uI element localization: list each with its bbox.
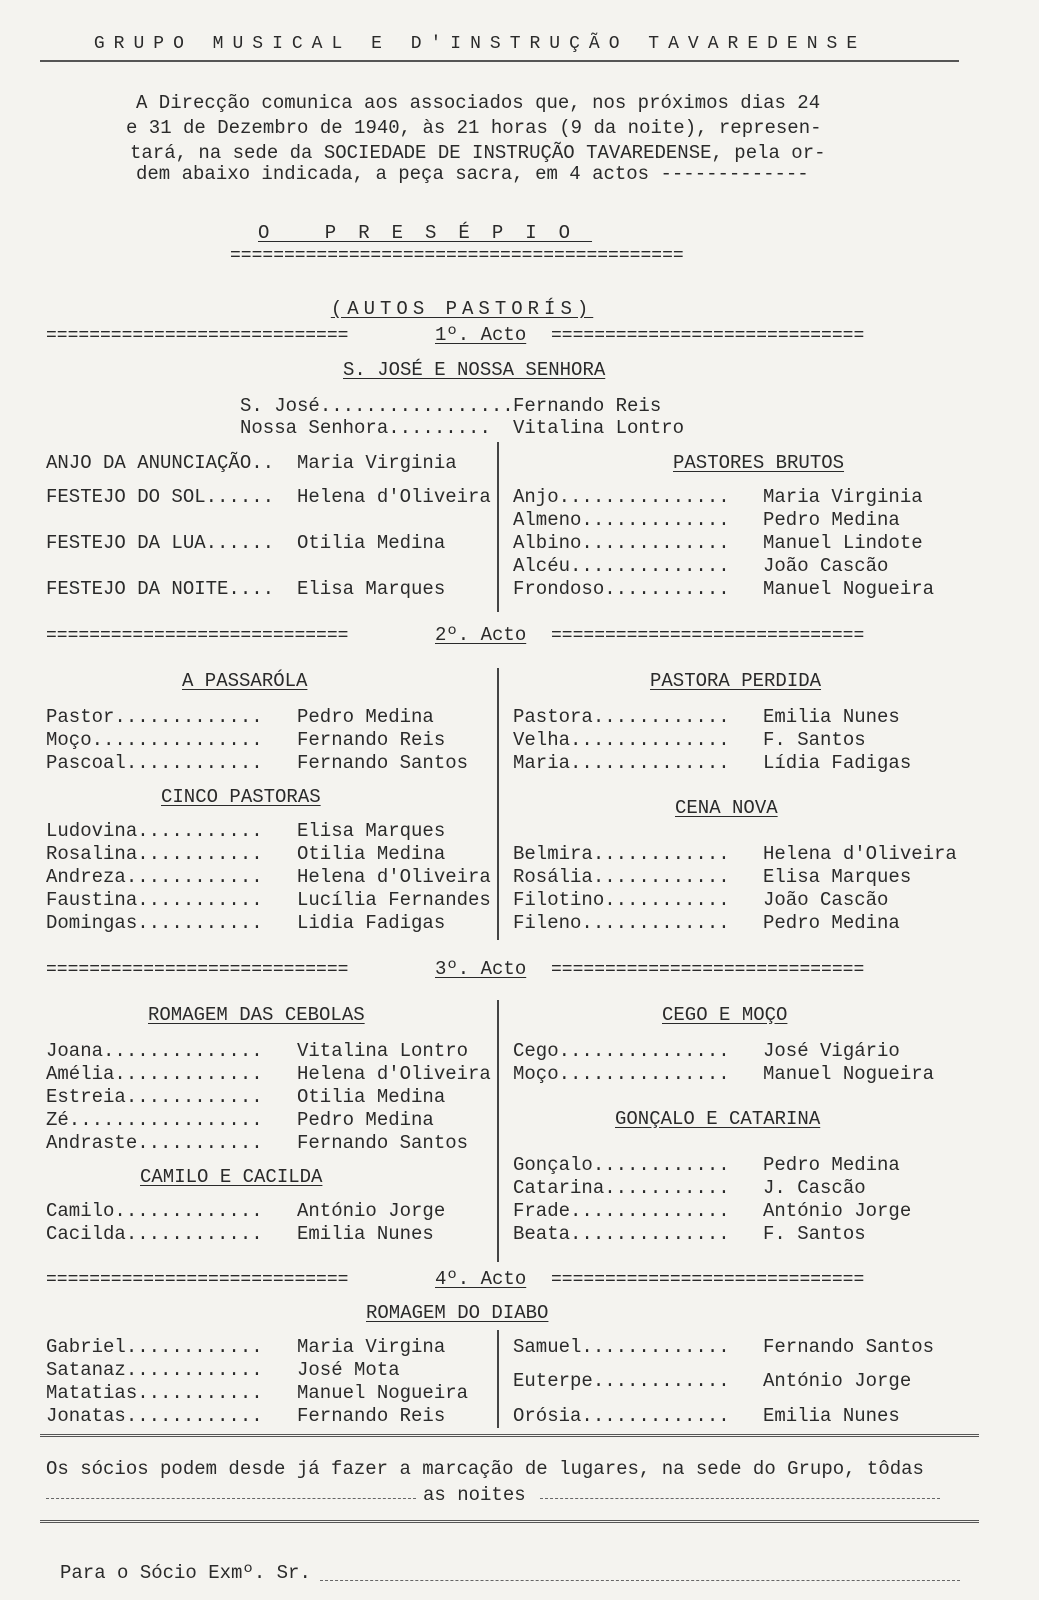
act1-right-title: PASTORES BRUTOS: [673, 452, 845, 474]
act3-left-title-1: ROMAGEM DAS CEBOLAS: [148, 1004, 365, 1026]
act2-left1-role-2: Pascoal............: [46, 752, 263, 774]
act1-right-actor-4: Manuel Nogueira: [763, 578, 935, 600]
act2-left2-actor-2: Helena d'Oliveira: [297, 866, 491, 888]
act4-right-actor-0: Fernando Santos: [763, 1336, 935, 1358]
act2-left2-actor-0: Elisa Marques: [297, 820, 446, 842]
act4-sep-left: ============================: [46, 1270, 349, 1290]
act1-main-actor-1: Vitalina Lontro: [513, 417, 685, 439]
piece-double-rule: ==========================================: [230, 246, 684, 266]
act3-left2-actor-0: António Jorge: [297, 1200, 446, 1222]
act3-right2-actor-3: F. Santos: [763, 1223, 866, 1245]
act2-left1-role-0: Pastor.............: [46, 706, 263, 728]
act2-sep-right: =============================: [551, 626, 865, 646]
intro-line-1: A Direcção comunica aos associados que, nos próximos dias 24: [136, 92, 821, 114]
act2-left1-actor-1: Fernando Reis: [297, 729, 446, 751]
act2-right2-role-0: Belmira............: [513, 843, 730, 865]
act2-left2-actor-1: Otilia Medina: [297, 843, 446, 865]
act3-sep-left: ============================: [46, 960, 349, 980]
act3-right-title-2: GONÇALO E CATARINA: [615, 1108, 821, 1130]
act2-right2-actor-3: Pedro Medina: [763, 912, 900, 934]
act4-left-role-0: Gabriel............: [46, 1336, 263, 1358]
act1-label: 1º. Acto: [435, 324, 527, 346]
act1-right-actor-0: Maria Virginia: [763, 486, 923, 508]
document-header: GRUPO MUSICAL E D'INSTRUÇÃO TAVAREDENSE: [93, 34, 867, 54]
act2-right-title-1: PASTORA PERDIDA: [650, 670, 822, 692]
act2-left1-actor-2: Fernando Santos: [297, 752, 469, 774]
act4-right-role-0: Samuel.............: [513, 1336, 730, 1358]
act3-right2-role-3: Beata..............: [513, 1223, 730, 1245]
footer-notice-line-1: Os sócios podem desde já fazer a marcação de lugares, na sede do Grupo, tôdas: [46, 1458, 924, 1480]
act1-right-role-3: Alcéu..............: [513, 555, 730, 577]
act2-right1-role-2: Maria..............: [513, 752, 730, 774]
act4-left-actor-2: Manuel Nogueira: [297, 1382, 469, 1404]
act2-right2-role-1: Rosália............: [513, 866, 730, 888]
act1-right-role-2: Albino.............: [513, 532, 730, 554]
act3-left1-role-1: Amélia.............: [46, 1063, 263, 1085]
act2-label: 2º. Acto: [435, 624, 527, 646]
act3-right2-role-2: Frade..............: [513, 1200, 730, 1222]
act1-right-actor-2: Manuel Lindote: [763, 532, 923, 554]
act4-bottom-rule: [40, 1434, 979, 1437]
act2-sep-left: ============================: [46, 626, 349, 646]
act2-left-title-1: A PASSARÓLA: [182, 670, 308, 692]
act4-label: 4º. Acto: [435, 1268, 527, 1290]
act3-right-title-1: CEGO E MOÇO: [662, 1004, 788, 1026]
act2-right2-actor-0: Helena d'Oliveira: [763, 843, 957, 865]
act1-left-actor-3: Elisa Marques: [297, 578, 446, 600]
act2-right2-actor-1: Elisa Marques: [763, 866, 912, 888]
act3-right1-role-1: Moço...............: [513, 1063, 730, 1085]
act4-sep-right: =============================: [551, 1270, 865, 1290]
addressee-label: Para o Sócio Exmº. Sr.: [60, 1562, 311, 1584]
act2-left2-actor-3: Lucília Fernandes: [297, 889, 491, 911]
act1-main-role-0: S. José.................: [240, 395, 514, 417]
act3-right1-actor-0: José Vigário: [763, 1040, 900, 1062]
act1-main-actor-0: Fernando Reis: [513, 395, 662, 417]
act1-right-actor-1: Pedro Medina: [763, 509, 900, 531]
act2-left1-actor-0: Pedro Medina: [297, 706, 434, 728]
act2-left1-role-1: Moço...............: [46, 729, 263, 751]
addressee-line: [320, 1580, 960, 1581]
header-rule: [40, 60, 959, 62]
act1-left-role-1: FESTEJO DO SOL......: [46, 486, 275, 508]
act2-right1-role-1: Velha..............: [513, 729, 730, 751]
act3-right2-role-0: Gonçalo............: [513, 1154, 730, 1176]
act2-left-title-2: CINCO PASTORAS: [161, 786, 321, 808]
act4-left-actor-1: José Mota: [297, 1359, 400, 1381]
piece-subtitle: [298, 276, 593, 320]
act2-left2-role-4: Domingas...........: [46, 912, 263, 934]
act3-right2-actor-0: Pedro Medina: [763, 1154, 900, 1176]
act4-right-role-2: Orósia.............: [513, 1405, 730, 1427]
act4-right-actor-2: Emilia Nunes: [763, 1405, 900, 1427]
act3-left1-actor-0: Vitalina Lontro: [297, 1040, 469, 1062]
act3-label: 3º. Acto: [435, 958, 527, 980]
act2-left2-actor-4: Lidia Fadigas: [297, 912, 446, 934]
act2-left2-role-2: Andreza............: [46, 866, 263, 888]
act2-right1-actor-2: Lídia Fadigas: [763, 752, 912, 774]
act1-column-divider: [497, 442, 499, 612]
act3-sep-right: =============================: [551, 960, 865, 980]
act2-left2-role-0: Ludovina...........: [46, 820, 263, 842]
act1-right-actor-3: João Cascão: [763, 555, 889, 577]
act2-right-title-2: CENA NOVA: [675, 797, 778, 819]
intro-line-4: dem abaixo indicada, a peça sacra, em 4 actos -------------: [136, 163, 809, 185]
act3-left1-actor-1: Helena d'Oliveira: [297, 1063, 491, 1085]
act2-left2-role-3: Faustina...........: [46, 889, 263, 911]
act4-left-actor-0: Maria Virgina: [297, 1336, 446, 1358]
act3-right1-role-0: Cego...............: [513, 1040, 730, 1062]
act1-left-actor-0: Maria Virginia: [297, 452, 457, 474]
act1-sep-right: =============================: [551, 326, 865, 346]
act3-left1-role-2: Estreia............: [46, 1086, 263, 1108]
act3-left1-actor-4: Fernando Santos: [297, 1132, 469, 1154]
act4-left-role-2: Matatias...........: [46, 1382, 263, 1404]
act1-sep-left: ============================: [46, 326, 349, 346]
act3-left2-role-1: Cacilda............: [46, 1223, 263, 1245]
footer-rule: [40, 1520, 979, 1523]
act3-left2-actor-1: Emilia Nunes: [297, 1223, 434, 1245]
act2-right2-role-3: Fileno.............: [513, 912, 730, 934]
footer-dash-left: [46, 1498, 416, 1499]
act2-left2-role-1: Rosalina...........: [46, 843, 263, 865]
intro-line-3: tará, na sede da SOCIEDADE DE INSTRUÇÃO TAVAREDENSE, pela or-: [130, 142, 826, 164]
act3-left1-actor-2: Otilia Medina: [297, 1086, 446, 1108]
act1-main-role-1: Nossa Senhora.........: [240, 417, 491, 439]
act3-left1-role-4: Andraste...........: [46, 1132, 263, 1154]
act4-column-divider: [497, 1330, 499, 1428]
act2-right2-actor-2: João Cascão: [763, 889, 889, 911]
act3-left2-role-0: Camilo.............: [46, 1200, 263, 1222]
act1-left-actor-2: Otilia Medina: [297, 532, 446, 554]
act3-column-divider: [497, 1000, 499, 1262]
act2-right2-role-2: Filotino...........: [513, 889, 730, 911]
act2-right1-actor-0: Emilia Nunes: [763, 706, 900, 728]
act1-right-role-1: Almeno.............: [513, 509, 730, 531]
act4-left-role-1: Satanaz............: [46, 1359, 263, 1381]
act4-right-actor-1: António Jorge: [763, 1370, 912, 1392]
act4-left-role-3: Jonatas............: [46, 1405, 263, 1427]
piece-title: O PRESÉPIO: [258, 222, 593, 244]
act3-left1-actor-3: Pedro Medina: [297, 1109, 434, 1131]
intro-line-2: e 31 de Dezembro de 1940, às 21 horas (9 da noite), represen-: [126, 117, 822, 139]
act3-left-title-2: CAMILO E CACILDA: [140, 1166, 323, 1188]
act3-right1-actor-1: Manuel Nogueira: [763, 1063, 935, 1085]
act1-left-actor-1: Helena d'Oliveira: [297, 486, 491, 508]
act1-right-role-4: Frondoso...........: [513, 578, 730, 600]
act2-column-divider: [497, 668, 499, 940]
act1-left-role-0: ANJO DA ANUNCIAÇÃO..: [46, 452, 275, 474]
footer-notice-line-2: as noites: [423, 1484, 526, 1506]
act3-left1-role-0: Joana..............: [46, 1040, 263, 1062]
act4-scene-title: ROMAGEM DO DIABO: [366, 1302, 549, 1324]
footer-dash-right: [540, 1498, 940, 1499]
act2-right1-actor-1: F. Santos: [763, 729, 866, 751]
act3-left1-role-3: Zé.................: [46, 1109, 263, 1131]
act1-left-role-3: FESTEJO DA NOITE....: [46, 578, 275, 600]
act2-right1-role-0: Pastora............: [513, 706, 730, 728]
act1-scene-title: S. JOSÉ E NOSSA SENHORA: [343, 359, 606, 381]
piece-subtitle-text: (AUTOS PASTORÍS): [330, 298, 594, 320]
act1-right-role-0: Anjo...............: [513, 486, 730, 508]
act1-left-role-2: FESTEJO DA LUA......: [46, 532, 275, 554]
act3-right2-actor-1: J. Cascão: [763, 1177, 866, 1199]
act4-left-actor-3: Fernando Reis: [297, 1405, 446, 1427]
act3-right2-role-1: Catarina...........: [513, 1177, 730, 1199]
act4-right-role-1: Euterpe............: [513, 1370, 730, 1392]
act3-right2-actor-2: António Jorge: [763, 1200, 912, 1222]
